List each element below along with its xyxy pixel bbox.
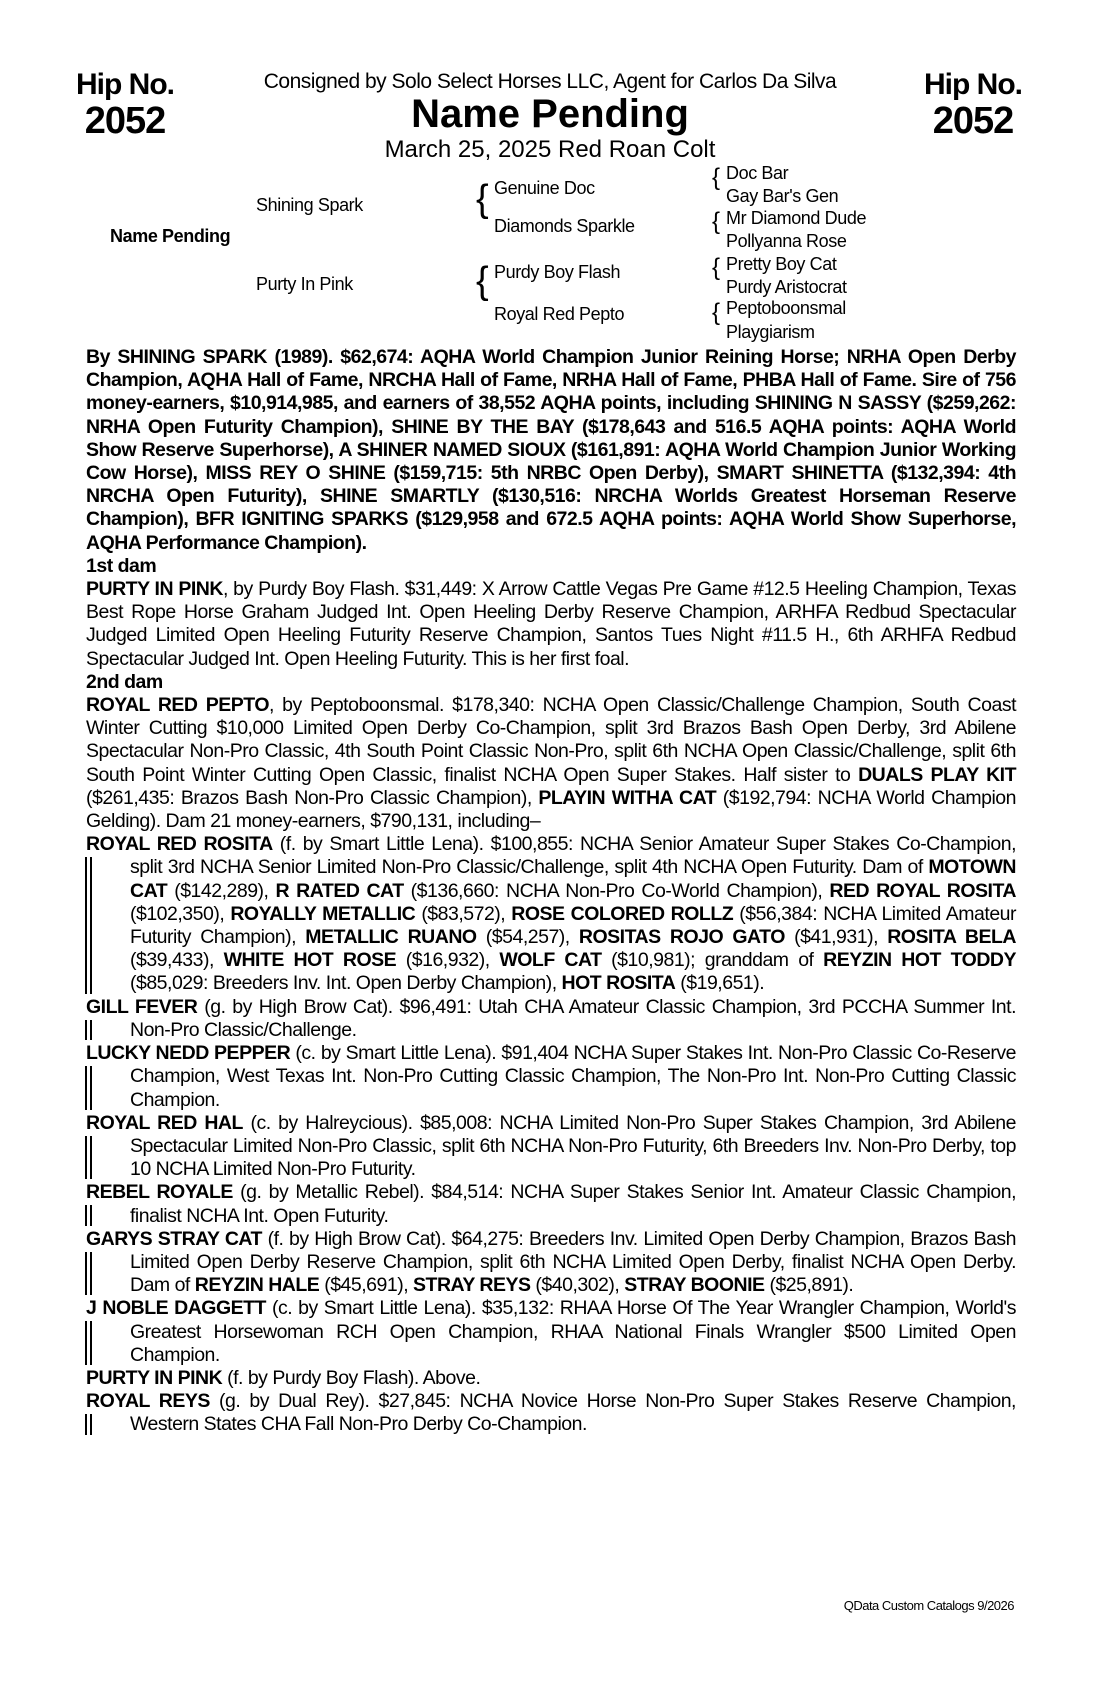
produce-name: ROSITA BELA xyxy=(887,926,1016,949)
first-dam-paragraph xyxy=(86,578,1016,671)
offspring-entry xyxy=(86,1181,1016,1227)
offspring-name: PURTY IN PINK xyxy=(86,1366,223,1389)
pedigree-subject: Name Pending xyxy=(110,226,231,246)
offspring-name: J NOBLE DAGGETT xyxy=(86,1297,266,1320)
offspring-text: (g. by Metallic Rebel). $84,514: NCHA Super Stakes Senior Int. Amateur Classic Champion, finalist NCHA Int. Open Futurity. xyxy=(130,1181,1016,1227)
pedigree-dam-sire: Purdy Boy Flash xyxy=(494,262,621,282)
offspring-text: ($102,350), xyxy=(130,902,231,925)
produce-name: STRAY REYS xyxy=(413,1274,531,1297)
offspring-entry xyxy=(86,1297,1016,1367)
produce-name: MOTOWN CAT xyxy=(130,856,1016,902)
offspring-entry xyxy=(86,1367,1016,1390)
offspring-text: ($83,572), xyxy=(415,902,512,925)
offspring-entry xyxy=(86,1112,1016,1182)
offspring-text: ($45,691), xyxy=(319,1274,414,1297)
offspring-text: ($56,384: NCHA Limited Amateur Futurity Champion), xyxy=(130,902,1017,949)
pedigree-sire-dam: Diamonds Sparkle xyxy=(494,216,635,236)
offspring-entry xyxy=(86,1042,1016,1112)
first-dam-heading: 1st dam xyxy=(86,554,157,577)
offspring-text: ($19,651). xyxy=(675,972,765,995)
pedigree-g3: Peptoboonsmal xyxy=(726,298,846,318)
hip-label: Hip No. xyxy=(76,68,174,101)
produce-name: R RATED CAT xyxy=(275,879,404,902)
offspring-text: (c. by Halreycious). $85,008: NCHA Limited Non-Pro Super Stakes Champion, 3rd Abilene Spectacular Limited Non-Pro Classic, split 6th NCHA Non-Pro Futurity, 6th Breeders Inv. Non-Pro Derby, top 10 NCHA Limited Non-Pro Futurity. xyxy=(130,1111,1016,1181)
offspring-text: ($10,981); granddam of xyxy=(601,949,824,972)
produce-name: STRAY BOONIE xyxy=(624,1274,765,1297)
consigner-line: Consigned by Solo Select Horses LLC, Agent for Carlos Da Silva xyxy=(263,70,837,93)
offspring-text: ($142,289), xyxy=(167,879,276,902)
offspring-rule xyxy=(85,1205,87,1225)
offspring-name: ROYAL REYS xyxy=(86,1390,210,1413)
hip-number: 2052 xyxy=(932,100,1014,142)
pedigree-g3: Gay Bar's Gen xyxy=(726,186,839,206)
offspring-entry xyxy=(86,1228,1016,1298)
offspring-text: ($40,302), xyxy=(530,1274,625,1297)
produce-name: ROYALLY METALLIC xyxy=(230,902,416,925)
produce-name: HOT ROSITA xyxy=(561,972,676,995)
offspring-text: ($41,931), xyxy=(784,926,888,949)
offspring-name: ROYAL RED ROSITA xyxy=(86,833,273,856)
produce-name: WHITE HOT ROSE xyxy=(223,949,397,972)
sire-paragraph: By SHINING SPARK (1989). $62,674: AQHA World Champion Junior Reining Horse; NRHA Open Derby Champion, AQHA Hall of Fame, NRCHA Hall of Fame, NRHA Hall of Fame, PHBA Hall of Fame. Sire of 756 money-earners, $10,914,985, and earners of 38,552 AQHA points, including SHINING N SASSY ($259,262: NRHA Open Futurity Champion), SHINE BY THE BAY ($178,643 and 516.5 AQHA points: AQHA World Show Reserve Superhorse), A SHINER NAMED SIOUX ($161,891: AQHA World Champion Junior Working Cow Horse), MISS REY O SHINE ($159,715: 5th NRBC Open Derby), SMART SHINETTA ($132,394: 4th NRCHA Open Futurity), SHINE SMARTLY ($130,516: NRCHA Worlds Greatest Horseman Reserve Champion), BFR IGNITING SPARKS ($129,958 and 672.5 AQHA points: AQHA World Show Superhorse, AQHA Performance Champion). xyxy=(86,346,1016,554)
half-sibling-name: DUALS PLAY KIT xyxy=(858,763,1016,786)
second-dam-paragraph xyxy=(86,694,1016,833)
first-dam-text: , by Purdy Boy Flash. $31,449: X Arrow Cattle Vegas Pre Game #12.5 Heeling Champion, Texas Best Rope Horse Graham Judged Int. Open Heeling Derby Reserve Champion, ARHFA Redbud Spectacular Judged Limited Open Heeling Futurity Reserve Champion, Santos Tues Night #11.5 H., 6th ARHFA Redbud Spectacular Judged Int. Open Heeling Futurity. This is her first foal. xyxy=(86,578,1016,670)
offspring-rule xyxy=(85,1252,87,1296)
offspring-text: (c. by Smart Little Lena). $91,404 NCHA Super Stakes Int. Non-Pro Classic Co-Reserve Champion, West Texas Int. Non-Pro Cutting Classic Champion, The Non-Pro Int. Non-Pro Cutting Classic Champion. xyxy=(130,1042,1016,1111)
pedigree-sire: Shining Spark xyxy=(256,195,363,215)
offspring-name: ROYAL RED HAL xyxy=(86,1111,243,1134)
pedigree-g3: Doc Bar xyxy=(726,163,789,183)
offspring-list xyxy=(86,833,1016,1436)
offspring-rule xyxy=(85,1020,87,1040)
second-dam-text: , by Peptoboonsmal. $178,340: NCHA Open Classic/Challenge Champion, South Coast Winter Cutting $10,000 Limited Open Derby Co-Champion, split 3rd Brazos Bash Open Derby, 3rd Abilene Spectacular Non-Pro Classic, 4th South Point Classic Non-Pro, split 6th NCHA Open Classic/Challenge, split 6th South Point Winter Cutting Open Classic, finalist NCHA Open Super Stakes. Half sister to xyxy=(86,694,1016,786)
produce-name: ROSE COLORED ROLLZ xyxy=(511,902,734,925)
produce-name: METALLIC RUANO xyxy=(305,926,477,949)
pedigree-brace: { xyxy=(712,208,721,235)
pedigree-g3: Playgiarism xyxy=(726,322,815,342)
pedigree-brace: { xyxy=(712,254,721,281)
half-sibling-name: PLAYIN WITHA CAT xyxy=(538,786,717,809)
produce-name: RED ROYAL ROSITA xyxy=(829,879,1017,902)
pedigree-g3: Pretty Boy Cat xyxy=(726,254,837,274)
offspring-text: ($136,660: NCHA Non-Pro Co-World Champion), xyxy=(403,879,830,902)
pedigree-brace: { xyxy=(476,178,489,220)
offspring-rule xyxy=(85,857,87,993)
offspring-entry xyxy=(86,996,1016,1042)
second-dam-name: ROYAL RED PEPTO xyxy=(86,694,269,717)
hip-number: 2052 xyxy=(84,100,166,142)
foaling-info: March 25, 2025 Red Roan Colt xyxy=(384,136,716,163)
offspring-rule xyxy=(85,1136,87,1180)
catalog-body xyxy=(86,346,1016,1437)
produce-name: REYZIN HOT TODDY xyxy=(823,949,1017,972)
half-sibling-text: ($192,794: NCHA World Champion Gelding). Dam 21 money-earners, $790,131, including– xyxy=(86,786,1017,833)
offspring-name: LUCKY NEDD PEPPER xyxy=(86,1042,291,1065)
offspring-text: (g. by High Brow Cat). $96,491: Utah CHA Amateur Classic Champion, 3rd PCCHA Summer Int. Non-Pro Classic/Challenge. xyxy=(130,995,1016,1041)
offspring-text: (c. by Smart Little Lena). $35,132: RHAA Horse Of The Year Wrangler Champion, World's Greatest Horsewoman RCH Open Champion, RHAA National Finals Wrangler $500 Limited Open Champion. xyxy=(130,1297,1016,1366)
offspring-rule xyxy=(85,1066,87,1110)
offspring-rule xyxy=(85,1321,87,1365)
pedigree-g3: Pollyanna Rose xyxy=(726,231,847,251)
pedigree-dam-dam: Royal Red Pepto xyxy=(494,304,625,324)
offspring-entry xyxy=(86,833,1016,995)
pedigree-brace: { xyxy=(712,164,721,191)
offspring-text: (f. by High Brow Cat). $64,275: Breeders Inv. Limited Open Derby Champion, Brazos Bash Limited Open Derby Reserve Champion, split 6th NCHA Limited Open Derby, finalist NCHA Open Derby. Dam of xyxy=(130,1227,1016,1297)
pedigree-sire-sire: Genuine Doc xyxy=(494,178,595,198)
first-dam-name: PURTY IN PINK xyxy=(86,578,223,601)
horse-name-title: Name Pending xyxy=(411,92,689,136)
pedigree-dam: Purty In Pink xyxy=(256,274,353,294)
produce-name: ROSITAS ROJO GATO xyxy=(578,926,785,949)
catalog-footer: QData Custom Catalogs 9/2026 xyxy=(843,1598,1014,1613)
second-dam-heading: 2nd dam xyxy=(86,670,163,693)
half-sibling-text: ($261,435: Brazos Bash Non-Pro Classic Champion), xyxy=(86,786,539,809)
hip-label: Hip No. xyxy=(924,68,1022,101)
offspring-text: (f. by Purdy Boy Flash). Above. xyxy=(222,1366,481,1389)
offspring-text: ($16,932), xyxy=(396,949,500,972)
offspring-text: (f. by Smart Little Lena). $100,855: NCHA Senior Amateur Super Stakes Co-Champion, split 3rd NCHA Senior Limited Non-Pro Classic/Challenge, split 4th NCHA Open Futurity. Dam of xyxy=(130,833,1016,879)
offspring-text: ($25,891). xyxy=(764,1274,854,1297)
offspring-text: ($85,029: Breeders Inv. Int. Open Derby Champion), xyxy=(130,972,562,995)
offspring-name: REBEL ROYALE xyxy=(86,1181,233,1204)
offspring-text: ($54,257), xyxy=(476,926,579,949)
pedigree-g3: Mr Diamond Dude xyxy=(726,208,867,228)
offspring-rule xyxy=(85,1414,87,1434)
offspring-name: GARYS STRAY CAT xyxy=(86,1227,262,1250)
offspring-text: (g. by Dual Rey). $27,845: NCHA Novice Horse Non-Pro Super Stakes Reserve Champion, Western States CHA Fall Non-Pro Derby Co-Champion. xyxy=(130,1390,1016,1436)
produce-name: REYZIN HALE xyxy=(194,1274,320,1297)
offspring-text: ($39,433), xyxy=(130,949,224,972)
pedigree-brace: { xyxy=(476,260,489,302)
pedigree-brace: { xyxy=(712,299,721,326)
offspring-entry xyxy=(86,1390,1016,1436)
offspring-name: GILL FEVER xyxy=(86,995,198,1018)
produce-name: WOLF CAT xyxy=(499,949,602,972)
pedigree-g3: Purdy Aristocrat xyxy=(726,277,847,297)
